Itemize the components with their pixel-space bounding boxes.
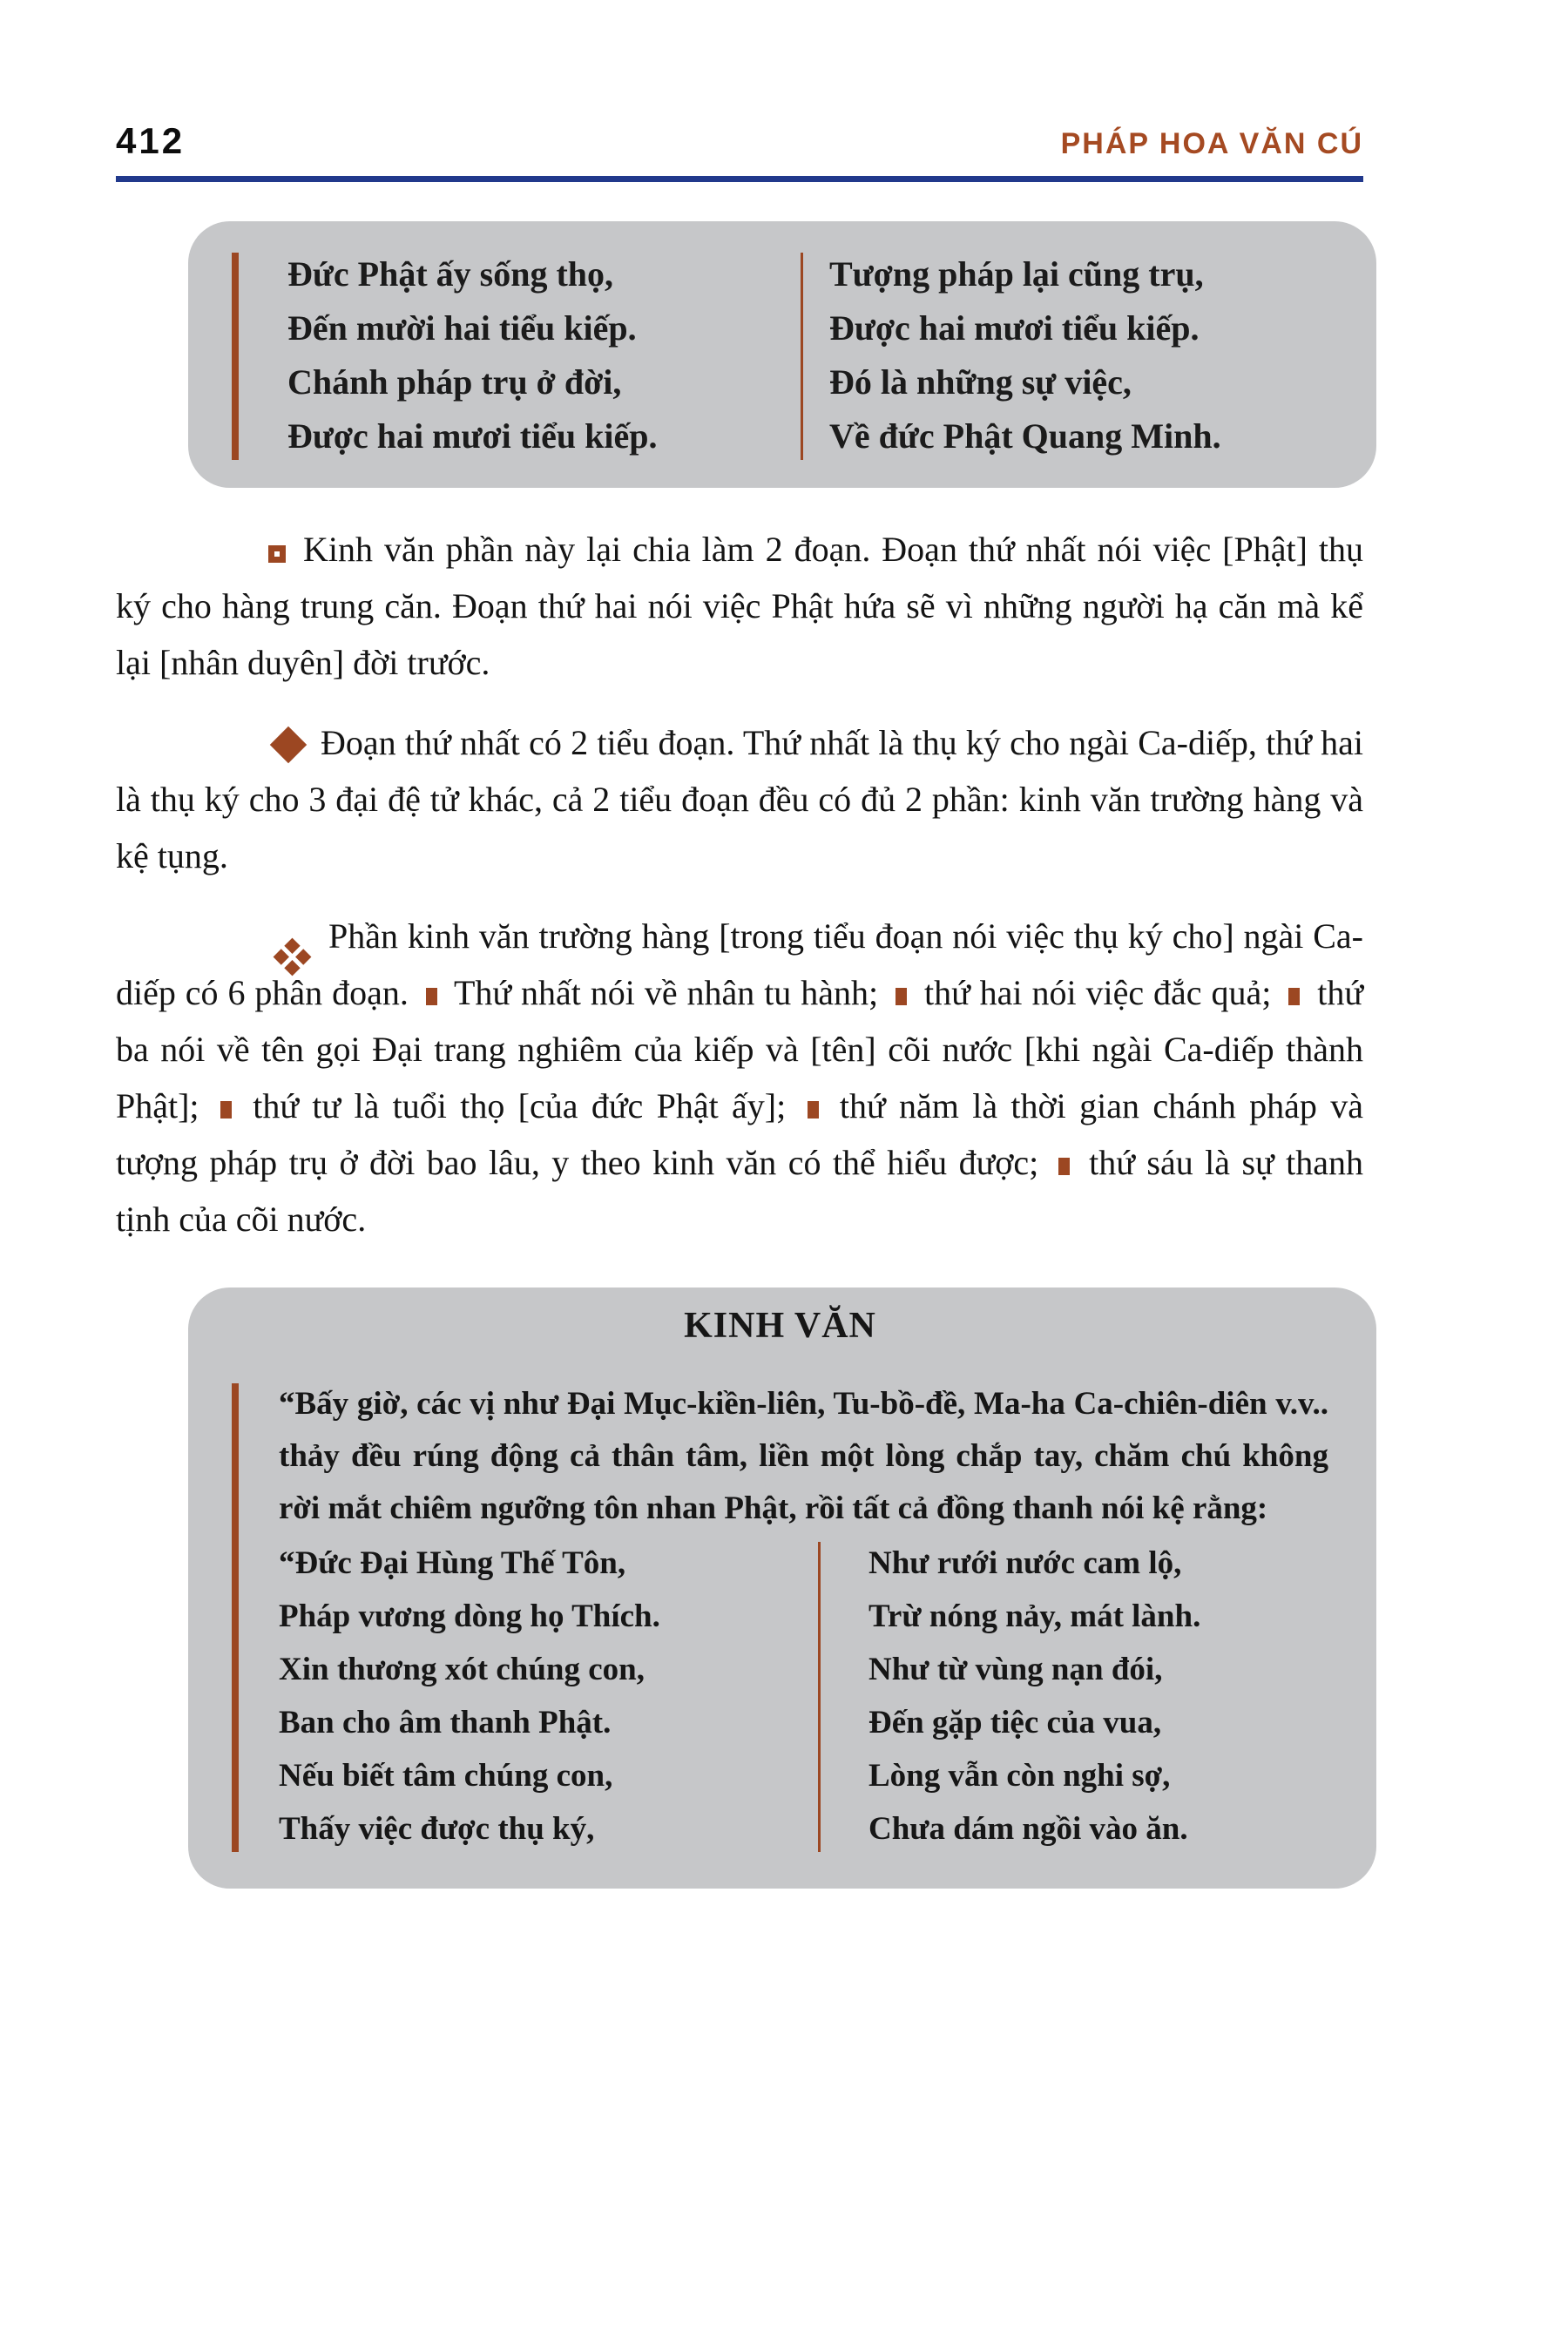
verse-line: Tượng pháp lại cũng trụ,: [829, 254, 1204, 294]
kinh-van-intro: “Bấy giờ, các vị như Đại Mục-kiền-liên, Tu-bồ-đề, Ma-ha Ca-chiên-diên v.v.. thảy đều rúng động cả thân tâm, liền một lòng chắp tay, chăm chú không rời mắt chiêm ngưỡng tôn nhan Phật, rồi tất cả đồng thanh nói kệ rằng:: [279, 1386, 1328, 1526]
verse-line: Ban cho âm thanh Phật.: [279, 1705, 612, 1740]
header-rule: [116, 176, 1363, 182]
paragraph-text: Kinh văn phần này lại chia làm 2 đoạn. Đoạn thứ nhất nói việc [Phật] thụ ký cho hàng trung căn. Đoạn thứ hai nói việc Phật hứa sẽ vì những người hạ căn mà kể lại [nhân duyên] đời trước.: [116, 530, 1363, 682]
kinh-van-content: [239, 1378, 1328, 1855]
paragraph-text: Đoạn thứ nhất có 2 tiểu đoạn. Thứ nhất là thụ ký cho ngài Ca-diếp, thứ hai là thụ ký cho 3 đại đệ tử khác, cả 2 tiểu đoạn đều có đủ 2 phần: kinh văn trường hàng và kệ tụng.: [116, 723, 1363, 875]
inline-square-bullet-icon: [808, 1101, 819, 1119]
verse-line: Chánh pháp trụ ở đời,: [287, 362, 622, 402]
kinh-van-title: KINH VĂN: [684, 1306, 876, 1346]
verse-line: Được hai mươi tiểu kiếp.: [287, 416, 658, 456]
verse-line: Thấy việc được thụ ký,: [279, 1811, 595, 1847]
diamond-bullet-icon: [270, 727, 307, 763]
verse-line: Như rưới nước cam lộ,: [868, 1545, 1182, 1581]
commentary-paragraph-1: [116, 521, 1363, 691]
verse-line: Lòng vẫn còn nghi sợ,: [868, 1758, 1171, 1794]
page-number: 412: [116, 120, 186, 161]
verse-line: Về đức Phật Quang Minh.: [829, 416, 1221, 456]
verse-line: Chưa dám ngồi vào ăn.: [868, 1811, 1188, 1847]
verse-column-left: [239, 247, 801, 463]
inline-square-bullet-icon: [1058, 1158, 1070, 1175]
verse-line: “Đức Đại Hùng Thế Tôn,: [279, 1545, 626, 1581]
verse-box-top: [188, 221, 1376, 488]
commentary-paragraph-2: [116, 714, 1363, 884]
four-diamond-bullet-icon: [284, 938, 300, 954]
kinh-van-row: [232, 1378, 1328, 1855]
accent-bar: [232, 253, 239, 460]
verse-line: Như từ vùng nạn đói,: [868, 1652, 1163, 1687]
commentary-paragraph-3: [116, 908, 1363, 1247]
accent-bar: [232, 1383, 239, 1852]
page-header: [116, 120, 1363, 162]
kinh-van-verse-right: [821, 1537, 1328, 1855]
kinh-van-box: [188, 1288, 1376, 1889]
square-bullet-icon: [268, 545, 286, 563]
verse-line: Được hai mươi tiểu kiếp.: [829, 308, 1200, 348]
verse-box-top-row: [232, 247, 1328, 463]
inline-square-bullet-icon: [896, 988, 907, 1005]
verse-line: Xin thương xót chúng con,: [279, 1652, 645, 1687]
kinh-van-verse-left: [279, 1537, 818, 1855]
verse-line: Đến gặp tiệc của vua,: [868, 1705, 1162, 1740]
kinh-van-verse: [279, 1537, 1328, 1855]
paragraph-text: Phần kinh văn trường hàng [trong tiểu đoạn nói việc thụ ký cho] ngài Ca-diếp có 6 phân đoạn. Thứ nhất nói về nhân tu hành; thứ hai nói việc đắc quả; thứ ba nói về tên gọi Đại trang nghiêm của kiếp và [tên] cõi nước [khi ngài Ca-diếp thành Phật]; thứ tư là tuổi thọ [của đức Phật ấy]; thứ năm là thời gian chánh pháp và tượng pháp trụ ở đời bao lâu, y theo kinh văn có thể hiểu được; thứ sáu là sự thanh tịnh của cõi nước.: [116, 916, 1364, 1239]
book-title: PHÁP HOA VĂN CÚ: [1060, 127, 1363, 160]
inline-square-bullet-icon: [426, 988, 437, 1005]
page-content: [116, 0, 1363, 1889]
verse-line: Pháp vương dòng họ Thích.: [279, 1598, 660, 1634]
verse-column-right: [803, 247, 1328, 463]
inline-square-bullet-icon: [220, 1101, 232, 1119]
verse-line: Trừ nóng nảy, mát lành.: [868, 1598, 1201, 1634]
verse-line: Đó là những sự việc,: [829, 362, 1132, 402]
verse-line: Đến mười hai tiểu kiếp.: [287, 308, 637, 348]
inline-square-bullet-icon: [1288, 988, 1300, 1005]
verse-line: Nếu biết tâm chúng con,: [279, 1758, 613, 1794]
verse-line: Đức Phật ấy sống thọ,: [287, 254, 614, 294]
